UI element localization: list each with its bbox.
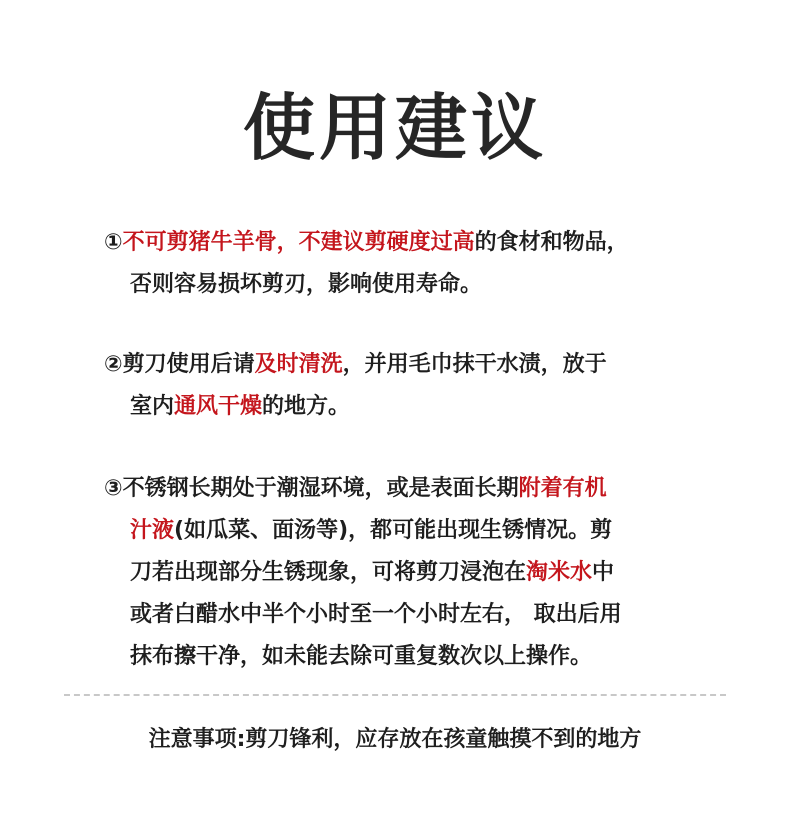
tip-line (104, 636, 704, 678)
usage-tip-1 (104, 222, 704, 306)
body-text: ③不锈钢长期处于潮湿环境，或是表面长期 (104, 476, 519, 501)
highlight-text: 通风干燥 (174, 394, 263, 419)
body-text: ，并用毛巾抹干水渍，放于 (342, 352, 607, 377)
body-text: ②剪刀使用后请 (104, 352, 255, 377)
highlight-text: 不可剪猪牛羊骨，不建议剪硬度过高 (122, 230, 475, 255)
tip-line (104, 386, 704, 428)
tip-line (104, 552, 704, 594)
tip-line (104, 264, 704, 306)
body-text: 刀若出现部分生锈现象，可将剪刀浸泡在 (130, 560, 527, 585)
caution-note: 注意事项:剪刀锋利，应存放在孩童触摸不到的地方 (148, 727, 642, 752)
tip-line (104, 222, 704, 264)
highlight-text: 淘米水 (526, 560, 593, 585)
body-text: ① (104, 230, 123, 255)
body-text: 的地方。 (262, 394, 351, 419)
body-text: (如瓜菜、面汤等)，都可能出现生锈情况。剪 (174, 518, 613, 543)
highlight-text: 及时清洗 (254, 352, 343, 377)
usage-tip-2 (104, 344, 704, 428)
body-text: 抹布擦干净，如未能去除可重复数次以上操作。 (130, 644, 593, 669)
tip-line (104, 594, 704, 636)
body-text: 否则容易损坏剪刃，影响使用寿命。 (130, 272, 483, 297)
page-title: 使用建议 (242, 86, 547, 170)
highlight-text: 汁液 (130, 518, 175, 543)
body-text: 的食材和物品， (474, 230, 629, 255)
usage-tip-3 (104, 468, 704, 678)
tip-line (104, 510, 704, 552)
tip-line (104, 344, 704, 386)
body-text: 或者白醋水中半个小时至一个小时左右， 取出后用 (130, 602, 622, 627)
tip-line (104, 468, 704, 510)
body-text: 中 (592, 560, 615, 585)
dashed-divider (64, 694, 726, 696)
body-text: 室内 (130, 394, 175, 419)
highlight-text: 附着有机 (518, 476, 607, 501)
